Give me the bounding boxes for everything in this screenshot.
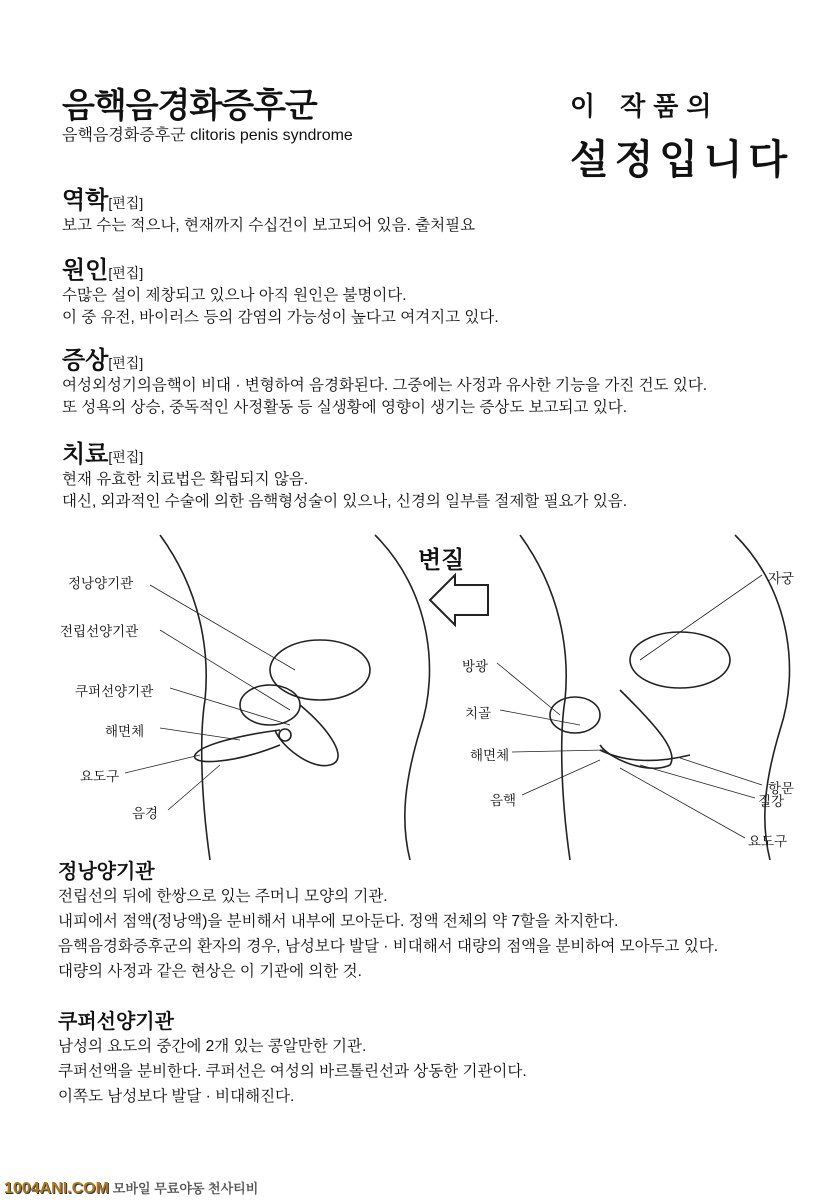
edit-link[interactable]: [편집] [108,449,144,465]
organ-cowper [58,1005,527,1109]
section-line: 수많은 설이 제창되고 있으나 아직 원인은 불명이다. [62,287,407,304]
label-vaginal-cavity: 질강 [758,794,785,809]
section-epidemiology [62,180,475,237]
organ-line: 쿠퍼선액을 분비한다. 쿠퍼선은 여성의 바르톨린선과 상동한 기관이다. [58,1063,527,1080]
arrow-left-icon [430,575,488,625]
label-prostate-like: 전립선양기관 [60,624,139,639]
section-heading: 치료 [62,441,109,468]
watermark [4,1178,258,1198]
label-clitoris: 음핵 [490,793,517,808]
transform-label: 변질 [418,547,465,574]
label-bladder: 방광 [462,659,489,674]
label-corpus-cavernosum-right: 해면체 [470,748,510,763]
watermark-logo: 1004ANI.COM [4,1180,109,1197]
section-cause [62,250,499,329]
organ-heading: 정낭양기관 [58,861,155,883]
section-heading: 증상 [62,347,109,374]
edit-link[interactable]: [편집] [108,265,144,281]
organ-line: 내피에서 점액(정낭액)을 분비해서 내부에 모아둔다. 정액 전체의 약 7할을 차지한다. [58,913,619,930]
edit-link[interactable]: [편집] [108,355,144,371]
organ-line: 전립선의 뒤에 한쌍으로 있는 주머니 모양의 기관. [58,888,388,905]
label-penis: 음경 [132,806,159,821]
organ-line: 남성의 요도의 중간에 2개 있는 콩알만한 기관. [58,1038,367,1055]
handwritten-note-line2: 설정입니다 [570,137,794,183]
section-line: 보고 수는 적으나, 현재까지 수십건이 보고되어 있음. 출처필요 [62,217,476,234]
section-treatment [62,434,627,513]
page-title: 음핵음경화증후군 [62,87,317,125]
section-line: 또 성욕의 상승, 중독적인 사정활동 등 실생황에 영향이 생기는 증상도 보고되고 있다. [62,399,628,416]
label-seminal-vesicle-like: 정낭양기관 [68,576,134,591]
section-line: 이 중 유전, 바이러스 등의 감염의 가능성이 높다고 여겨지고 있다. [62,309,499,326]
organ-seminal-vesicle [58,855,718,984]
label-pubic-bone: 치골 [465,706,492,721]
section-symptoms [62,340,707,419]
organ-line: 음핵음경화증후군의 환자의 경우, 남성보다 발달 · 비대해서 대량의 점액을 분비하여 모아두고 있다. [58,938,719,955]
watermark-tagline: 모바일 무료야동 천사티비 [112,1181,259,1196]
label-urethral-opening: 요도구 [80,769,120,784]
label-corpus-cavernosum: 해면체 [105,724,145,739]
handwritten-note-line1: 이 작품의 [570,92,720,122]
section-line: 현재 유효한 치료법은 확립되지 않음. [62,471,309,488]
organ-line: 이쪽도 남성보다 발달 · 비대해진다. [58,1088,295,1105]
edit-link[interactable]: [편집] [108,195,144,211]
page-subtitle: 음핵음경화증후군 clitoris penis syndrome [62,127,353,144]
section-heading: 역학 [62,187,109,214]
label-urethral-opening-right: 요도구 [748,834,788,849]
section-heading: 원인 [62,257,109,284]
label-cowper-like: 쿠퍼선양기관 [75,684,154,699]
label-uterus: 자궁 [768,571,795,586]
section-line: 대신, 외과적인 수술에 의한 음핵형성술이 있으나, 신경의 일부를 절제할 필요가 있음. [62,493,628,510]
organ-line: 대량의 사정과 같은 현상은 이 기관에 의한 것. [58,963,362,980]
section-line: 여성외성기의음핵이 비대 · 변형하여 음경화된다. 그중에는 사정과 유사한 기능을 가진 건도 있다. [62,377,708,394]
label-anus: 항문 [768,781,795,796]
organ-heading: 쿠퍼선양기관 [58,1011,174,1033]
